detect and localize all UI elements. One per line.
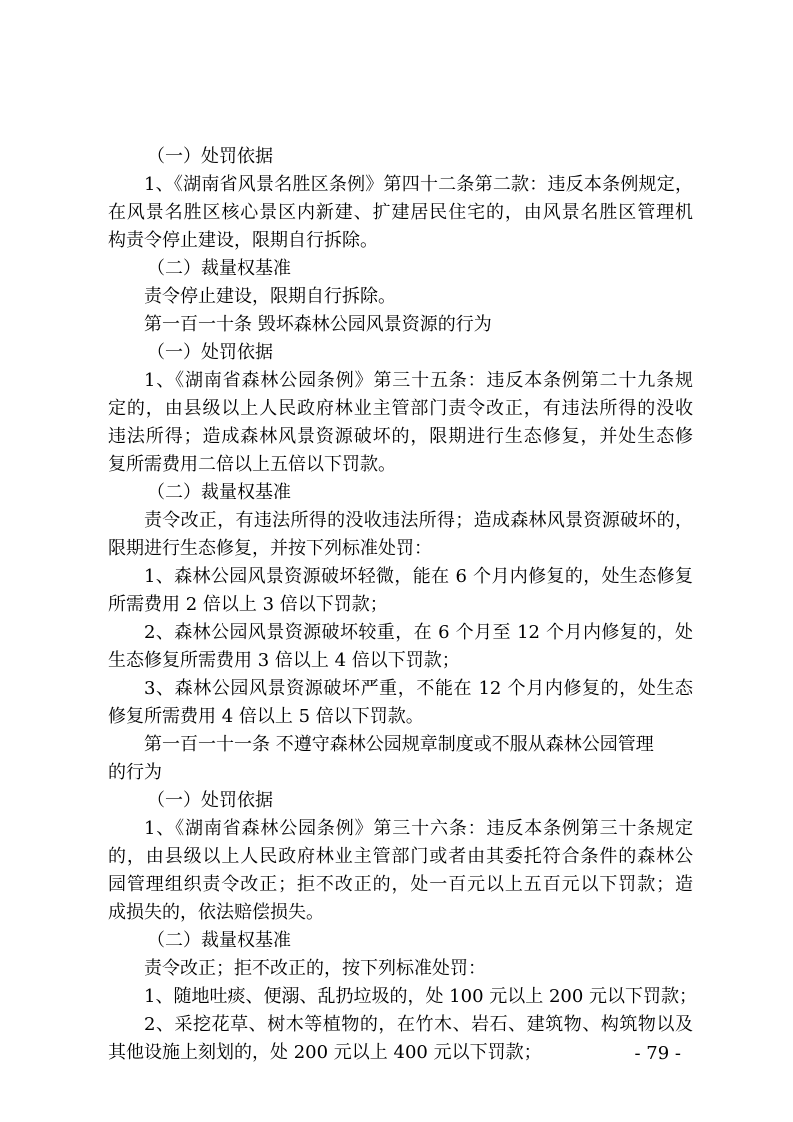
paragraph-line: 所需费用 2 倍以上 3 倍以下罚款； <box>108 594 388 615</box>
paragraph-line: 在风景名胜区核心景区内新建、扩建居民住宅的，由风景名胜区管理机 <box>108 202 693 223</box>
paragraph-line: 1、《湖南省风景名胜区条例》第四十二条第二款：违反本条例规定， <box>144 174 693 195</box>
section-heading: （一）处罚依据 <box>147 790 273 811</box>
paragraph-line: 2、森林公园风景资源破坏较重，在 6 个月至 12 个月内修复的，处 <box>144 622 693 643</box>
paragraph-line: 责令停止建设，限期自行拆除。 <box>144 286 396 307</box>
page-number: - 79 - <box>634 1043 681 1064</box>
paragraph-line: 责令改正，有违法所得的没收违法所得；造成森林风景资源破坏的， <box>144 510 693 531</box>
paragraph-line: 2、采挖花草、树木等植物的，在竹木、岩石、建筑物、构筑物以及 <box>144 1014 693 1035</box>
paragraph-line: 违法所得；造成森林风景资源破坏的，限期进行生态修复，并处生态修 <box>108 426 693 447</box>
paragraph-line: 1、森林公园风景资源破坏轻微，能在 6 个月内修复的，处生态修复 <box>144 566 693 587</box>
article-title: 第一百一十条 毁坏森林公园风景资源的行为 <box>144 314 492 335</box>
section-heading: （一）处罚依据 <box>147 342 273 363</box>
paragraph-line: 成损失的，依法赔偿损失。 <box>108 902 324 923</box>
paragraph-line: 复所需费用二倍以上五倍以下罚款。 <box>108 454 396 475</box>
paragraph-line: 定的，由县级以上人民政府林业主管部门责令改正，有违法所得的没收 <box>108 398 693 419</box>
paragraph-line: 修复所需费用 4 倍以上 5 倍以下罚款。 <box>108 706 424 727</box>
paragraph-line: 1、随地吐痰、便溺、乱扔垃圾的，处 100 元以上 200 元以下罚款； <box>144 986 698 1007</box>
section-heading: （一）处罚依据 <box>147 146 273 167</box>
article-title: 第一百一十一条 不遵守森林公园规章制度或不服从森林公园管理 <box>144 734 654 755</box>
section-heading: （二）裁量权基准 <box>147 930 291 951</box>
section-heading: （二）裁量权基准 <box>147 258 291 279</box>
paragraph-line: 1、《湖南省森林公园条例》第三十六条：违反本条例第三十条规定 <box>144 818 693 839</box>
paragraph-line: 园管理组织责令改正；拒不改正的，处一百元以上五百元以下罚款；造 <box>108 874 693 895</box>
paragraph-line: 生态修复所需费用 3 倍以上 4 倍以下罚款； <box>108 650 460 671</box>
article-title-continued: 的行为 <box>108 762 162 783</box>
paragraph-line: 的，由县级以上人民政府林业主管部门或者由其委托符合条件的森林公 <box>108 846 693 867</box>
paragraph-line: 3、森林公园风景资源破坏严重，不能在 12 个月内修复的，处生态 <box>144 678 693 699</box>
paragraph-line: 其他设施上刻划的，处 200 元以上 400 元以下罚款； <box>108 1042 542 1063</box>
paragraph-line: 构责令停止建设，限期自行拆除。 <box>108 230 378 251</box>
section-heading: （二）裁量权基准 <box>147 482 291 503</box>
paragraph-line: 限期进行生态修复，并按下列标准处罚： <box>108 538 432 559</box>
paragraph-line: 责令改正；拒不改正的，按下列标准处罚： <box>144 958 486 979</box>
paragraph-line: 1、《湖南省森林公园条例》第三十五条：违反本条例第二十九条规 <box>144 370 693 391</box>
